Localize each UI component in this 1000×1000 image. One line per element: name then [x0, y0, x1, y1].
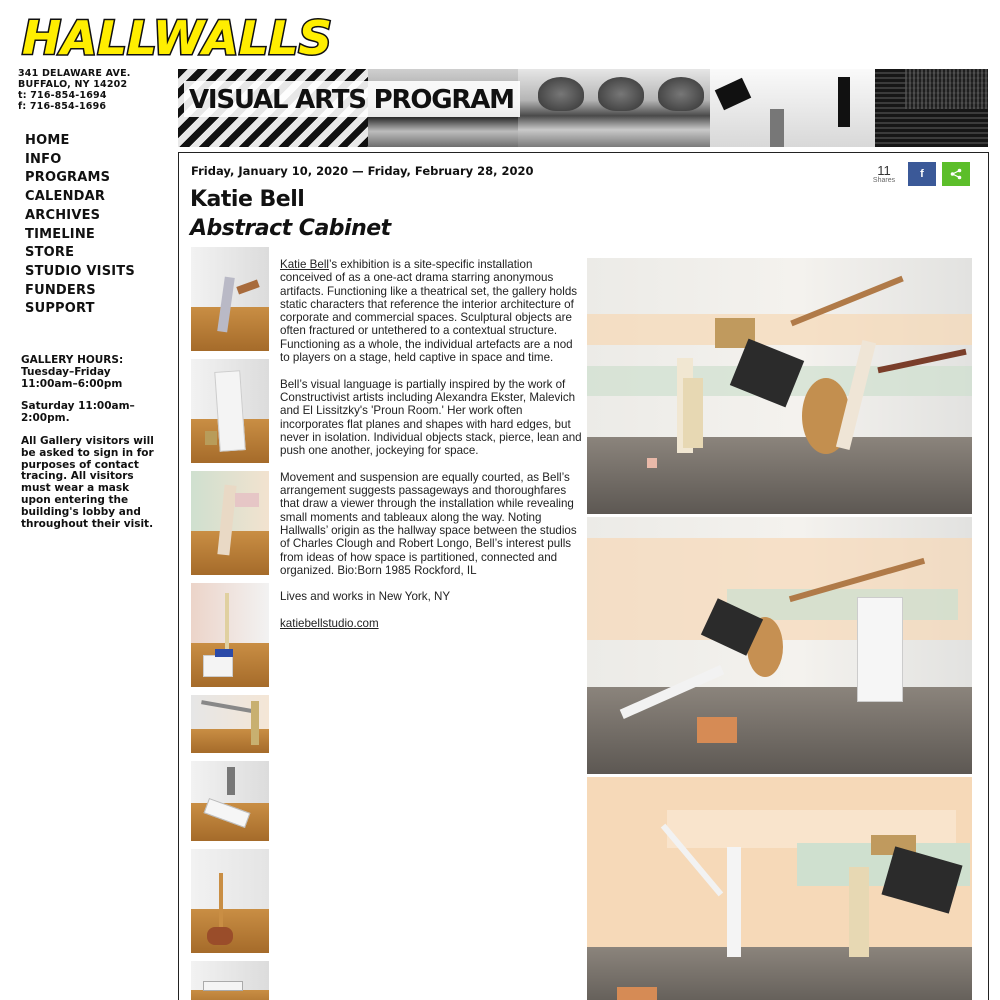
- event-content: [178, 152, 989, 1000]
- banner-image-dark: [875, 69, 988, 147]
- visual-arts-banner: [178, 69, 988, 147]
- nav-archives[interactable]: ARCHIVES: [25, 207, 101, 223]
- description-paragraph: [280, 258, 584, 364]
- thumbnail-image[interactable]: [191, 849, 269, 953]
- gallery-saturday: Saturday 11:00am–2:00pm.: [21, 400, 135, 425]
- banner-figure: [715, 78, 751, 111]
- address-phone: t: 716-854-1694: [18, 90, 107, 101]
- gallery-weekday: Tuesday–Friday: [21, 365, 111, 378]
- thumbnail-image[interactable]: [191, 961, 269, 1000]
- description-paragraph: Movement and suspension are equally courted, as Bell’s arrangement suggests passageways and thoroughfares that draw a viewer through the installation while revealing small moments and tableaux along the way. Noting Hallwalls’ origin as the hallway space between the studios of Charles Clough and Robert Longo, Bell’s interest pulls from ideas of how space is partitioned, connected and organized. Bio:Born 1985 Rockford, IL: [280, 470, 577, 577]
- banner-tree: [658, 77, 704, 111]
- address-fax: f: 716-854-1696: [18, 101, 107, 112]
- nav-info[interactable]: INFO: [25, 151, 62, 167]
- banner-tree: [538, 77, 584, 111]
- facebook-icon: f: [920, 168, 924, 180]
- thumbnail-gallery: [191, 247, 269, 1000]
- event-artist: Katie Bell: [190, 187, 305, 212]
- gallery-hours-label: GALLERY HOURS:: [21, 354, 124, 366]
- banner-figure: [838, 77, 850, 127]
- share-bar: [870, 162, 970, 186]
- banner-image-trees: [518, 69, 710, 147]
- description-paragraph: Lives and works in New York, NY: [280, 590, 451, 604]
- nav-funders[interactable]: FUNDERS: [25, 282, 96, 298]
- nav-store[interactable]: STORE: [25, 245, 75, 261]
- thumbnail-image[interactable]: [191, 247, 269, 351]
- event-description: [280, 258, 584, 644]
- banner-title: VISUAL ARTS PROGRAM: [184, 81, 520, 117]
- share-icon: [950, 168, 962, 180]
- nav-studio-visits[interactable]: STUDIO VISITS: [25, 263, 135, 279]
- gallery-hours: [21, 355, 156, 541]
- share-count-number: 11: [877, 163, 891, 178]
- address-city: BUFFALO, NY 14202: [18, 79, 128, 90]
- installation-photo[interactable]: [587, 258, 972, 514]
- installation-photo[interactable]: [587, 777, 972, 1000]
- gallery-weekday-time: 11:00am–6:00pm: [21, 377, 123, 390]
- nav-home[interactable]: HOME: [25, 133, 70, 148]
- share-button[interactable]: [942, 162, 970, 186]
- banner-tree: [598, 77, 644, 111]
- banner-figure: [770, 109, 784, 147]
- share-count: [870, 164, 898, 184]
- thumbnail-image[interactable]: [191, 583, 269, 687]
- nav-programs[interactable]: PROGRAMS: [25, 170, 111, 186]
- gallery-notice: All Gallery visitors will be asked to sign in for purposes of contact tracing. All visitors must wear a mask upon entering the building's lobby and throughout their visit.: [21, 434, 154, 530]
- facebook-share-button[interactable]: [908, 162, 936, 186]
- thumbnail-image[interactable]: [191, 471, 269, 575]
- nav-calendar[interactable]: CALENDAR: [25, 189, 106, 205]
- website-link[interactable]: katiebellstudio.com: [280, 617, 379, 631]
- artist-link[interactable]: Katie Bell: [280, 258, 329, 271]
- logo-text: HALLWALLS: [22, 14, 332, 58]
- banner-image-figures: [710, 69, 875, 147]
- description-paragraph: [280, 617, 584, 630]
- hallwalls-logo[interactable]: [18, 14, 336, 58]
- address-block: [18, 68, 168, 112]
- event-title: Abstract Cabinet: [190, 216, 391, 241]
- installation-photo[interactable]: [587, 517, 972, 774]
- event-dates: Friday, January 10, 2020 — Friday, February 28, 2020: [191, 164, 534, 178]
- nav-support[interactable]: SUPPORT: [25, 301, 95, 317]
- address-street: 341 DELAWARE AVE.: [18, 68, 131, 79]
- thumbnail-image[interactable]: [191, 359, 269, 463]
- description-text: ’s exhibition is a site-specific installation conceived of as a one-act drama starring anonymous artifacts. Functioning like a theatrical set, the gallery holds static characters that reference the interior architecture of corporate and commercial spaces. Sculptural objects are often fractured or untethered to a contextual structure. Functioning as a whole, the individual artefacts are a nod to players on a stage, held captive in space and time.: [280, 258, 578, 365]
- thumbnail-image[interactable]: [191, 761, 269, 841]
- main-nav: [25, 132, 135, 319]
- nav-timeline[interactable]: TIMELINE: [25, 226, 96, 242]
- thumbnail-image[interactable]: [191, 695, 269, 753]
- description-paragraph: Bell’s visual language is partially inspired by the work of Constructivist artists including Alexandra Ekster, Malevich and El Lissitzky's 'Proun Room.' Her work often incorporates flat planes and shapes with hard edges, but never in isolation. Individual objects stack, pierce, lean and push one another, jockeying for space.: [280, 377, 582, 458]
- share-count-label: Shares: [872, 177, 896, 184]
